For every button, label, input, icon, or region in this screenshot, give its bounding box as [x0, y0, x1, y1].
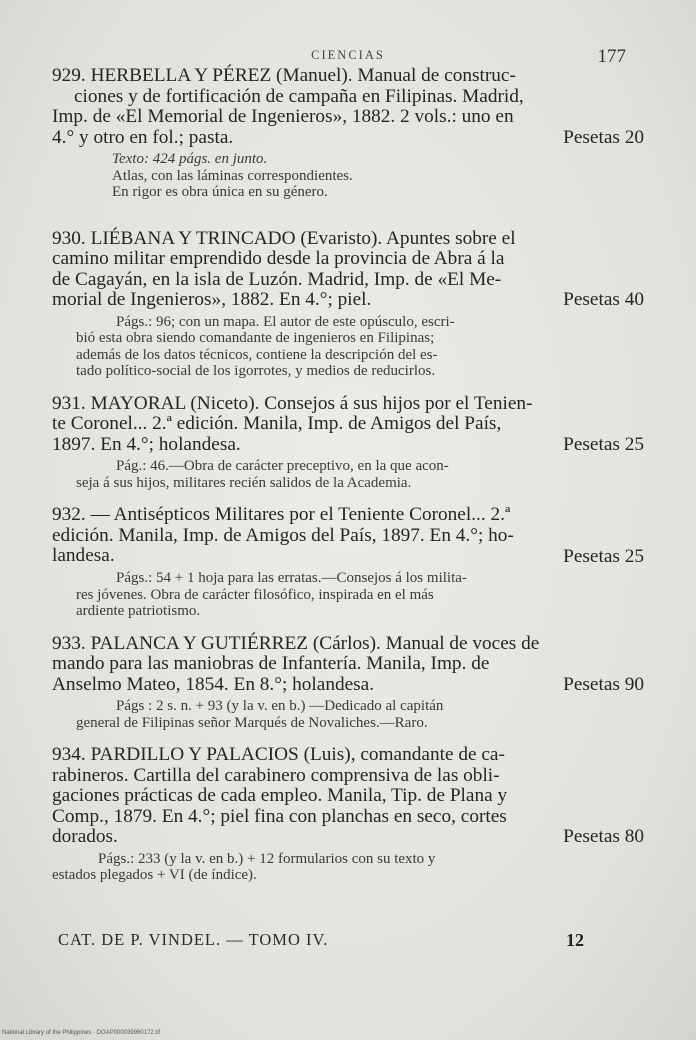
catalog-entries [52, 66, 644, 884]
entry-line: Imp. de «El Memorial de Ingenieros», 1882. 2 vols.: uno en [52, 106, 514, 127]
entry-line: 933. PALANCA Y GUTIÉRREZ (Cárlos). Manual de voces de [52, 632, 540, 654]
price: Pesetas 80 [563, 826, 644, 847]
note-line: Págs.: 233 (y la v. en b.) + 12 formularios con su texto y [98, 850, 436, 867]
library-watermark: National Library of the Philippines · DOAP000039960172.tif [2, 1030, 161, 1036]
note-line: Texto: 424 págs. en junto. [112, 151, 268, 167]
entry-last-line [52, 128, 644, 149]
entry-note [52, 151, 644, 201]
note-line: ardiente patriotismo. [76, 603, 201, 619]
entry-note [52, 570, 644, 620]
catalog-signature-line: CAT. DE P. VINDEL. — TOMO IV. [58, 930, 329, 949]
note-line: En rigor es obra única en su género. [112, 184, 328, 200]
note-line: estados plegados + VI (de índice). [52, 867, 257, 883]
entry-note [52, 314, 644, 380]
entry-line: Anselmo Mateo, 1854. En 8.°; holandesa. [52, 673, 375, 695]
entry-line: ciones y de fortificación de campaña en Filipinas. Madrid, [74, 85, 524, 107]
entry-line: 934. PARDILLO Y PALACIOS (Luis), comandante de ca- [52, 744, 505, 765]
entry-line: morial de Ingenieros», 1882. En 4.°; piel. [52, 289, 372, 310]
entry-last-line [52, 290, 644, 311]
note-line: res jóvenes. Obra de carácter filosófico, inspirada en el más [76, 586, 434, 603]
running-head: CIENCIAS [311, 48, 385, 62]
entry-931 [52, 394, 644, 492]
page-footer [58, 930, 634, 954]
note-line: Pág.: 46.—Obra de carácter preceptivo, en la que acon- [116, 458, 449, 474]
entry-note [52, 851, 644, 884]
entry-last-line [52, 827, 644, 848]
price: Pesetas 90 [563, 673, 644, 695]
note-line: bió esta obra siendo comandante de ingenieros en Filipinas; [76, 330, 435, 346]
note-line: general de Filipinas señor Marqués de Novaliches.—Raro. [76, 714, 428, 731]
entry-line: de Cagayán, en la isla de Luzón. Madrid, Imp. de «El Me- [52, 268, 502, 290]
entry-line: te Coronel... 2.ª edición. Manila, Imp. de Amigos del País, [52, 413, 502, 434]
price: Pesetas 20 [563, 126, 644, 148]
entry-line: dorados. [52, 826, 118, 847]
note-line: Págs.: 54 + 1 hoja para las erratas.—Consejos á los milita- [116, 570, 467, 586]
entry-line: 4.° y otro en fol.; pasta. [52, 126, 234, 148]
entry-930 [52, 229, 644, 380]
entry-line: edición. Manila, Imp. de Amigos del País, 1897. En 4.°; ho- [52, 524, 514, 546]
gathering-signature: 12 [566, 930, 584, 950]
note-line: tado político-social de los igorrotes, y medios de reducirlos. [76, 363, 436, 379]
entry-933 [52, 634, 644, 732]
entry-934 [52, 745, 644, 884]
entry-line: 929. HERBELLA Y PÉREZ (Manuel). Manual de construc- [52, 65, 516, 86]
entry-line: gaciones prácticas de cada empleo. Manila, Tip. de Plana y [52, 785, 508, 806]
price: Pesetas 25 [563, 433, 644, 455]
price: Pesetas 40 [563, 289, 644, 310]
note-line: Págs.: 96; con un mapa. El autor de este opúsculo, escri- [116, 313, 455, 330]
entry-line: 931. MAYORAL (Niceto). Consejos á sus hijos por el Tenien- [52, 392, 533, 414]
page-number: 177 [597, 46, 626, 67]
entry-line: landesa. [52, 545, 115, 566]
note-line: Atlas, con las láminas correspondientes. [112, 167, 353, 184]
entry-929 [52, 66, 644, 201]
entry-last-line [52, 675, 644, 696]
price: Pesetas 25 [563, 545, 644, 567]
note-line: seja á sus hijos, militares recién salidos de la Academia. [76, 474, 412, 491]
entry-line: rabineros. Cartilla del carabinero comprensiva de las obli- [52, 764, 500, 786]
entry-line: 930. LIÉBANA Y TRINCADO (Evaristo). Apuntes sobre el [52, 227, 516, 249]
entry-line: Comp., 1879. En 4.°; piel fina con planchas en seco, cortes [52, 805, 507, 827]
entry-932 [52, 505, 644, 620]
entry-line: 1897. En 4.°; holandesa. [52, 433, 241, 455]
entry-note [52, 458, 644, 491]
note-line: además de los datos técnicos, contiene la descripción del es- [76, 346, 438, 363]
entry-line: camino militar emprendido desde la provincia de Abra á la [52, 248, 505, 269]
entry-line: mando para las maniobras de Infantería. Manila, Imp. de [52, 653, 490, 674]
entry-note [52, 698, 644, 731]
note-line: Págs : 2 s. n. + 93 (y la v. en b.) —Dedicado al capitán [116, 698, 444, 714]
entry-line: 932. — Antisépticos Militares por el Teniente Coronel... 2.ª [52, 504, 511, 525]
entry-last-line [52, 435, 644, 456]
